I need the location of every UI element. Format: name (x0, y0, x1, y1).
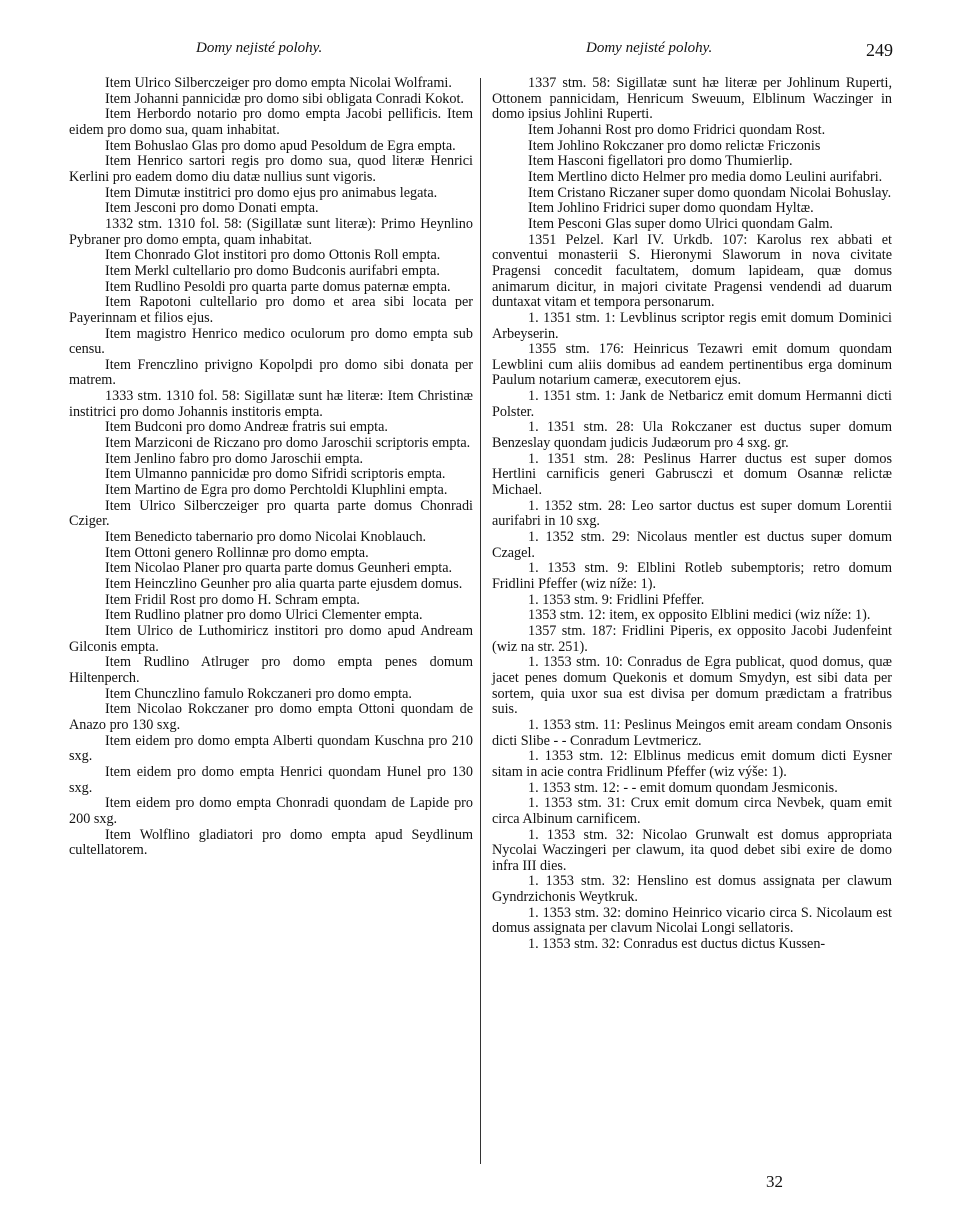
paragraph: Item eidem pro domo empta Chonradi quondam de Lapide pro 200 sxg. (69, 795, 473, 827)
paragraph: 1. 1353 stm. 31: Crux emit domum circa Nevbek, quam emit circa Albinum carnificem. (492, 795, 892, 827)
paragraph: 1. 1353 stm. 32: Nicolao Grunwalt est domus appropriata Nycolai Waczingeri per clawum, ita quod debet sibi exire de domo infra III dies. (492, 826, 892, 874)
running-header-right: Domy nejisté polohy. (586, 40, 713, 56)
paragraph: 1. 1351 stm. 28: Peslinus Harrer ductus est super domos Hertlini carnificis generi Gabrusczi et domum Osannæ relictæ Michael. (492, 450, 892, 499)
paragraph: 1351 Pelzel. Karl IV. Urkdb. 107: Karolus rex abbati et conventui monasterii S. Hieronymi Slaworum in nova civitate Pragensi concedit facultatem, domum lapideam, quæ domus animarum dicitur, in majori civitate Pragensi vendendi ad duarum duntaxat vitam et tempora personarum. (492, 231, 892, 311)
left-column (69, 76, 473, 859)
paragraph: Item Bohuslao Glas pro domo apud Pesoldum de Egra empta. (105, 137, 456, 154)
paragraph: Item Jenlino fabro pro domo Jaroschii empta. (105, 450, 364, 467)
paragraph: 1. 1353 stm. 11: Peslinus Meingos emit aream condam Onsonis dicti Slibe - - Conradum Levtmericz. (492, 716, 892, 749)
paragraph: 1. 1351 stm. 1: Jank de Netbaricz emit domum Hermanni dicti Polster. (492, 388, 892, 420)
paragraph: 1. 1353 stm. 32: domino Heinrico vicario circa S. Nicolaum est domus assignata per clavum Nicolai Longi sellatoris. (492, 904, 892, 937)
paragraph: 1337 stm. 58: Sigillatæ sunt hæ literæ per Johlinum Ruperti, Ottonem pannicidam, Henricum Sweuum, Elblinum Waczinger in domo ipsius Johlini Ruperti. (492, 75, 892, 123)
paragraph: 1. 1353 stm. 12: Elblinus medicus emit domum dicti Eysner sitam in acie contra Fridlinum Pfeffer (wiz výše: 1). (492, 748, 892, 780)
paragraph: Item Jesconi pro domo Donati empta. (105, 200, 319, 217)
paragraph: Item Johlino Rokczaner pro domo relictæ Friczonis (528, 137, 821, 154)
paragraph: Item Herbordo notario pro domo empta Jacobi pellificis. Item eidem pro domo sua, quam inhabitat. (69, 106, 473, 138)
paragraph: Item Ulmanno pannicidæ pro domo Sifridi scriptoris empta. (105, 466, 446, 483)
paragraph: 1. 1353 stm. 12: - - emit domum quondam Jesmiconis. (528, 779, 838, 796)
paragraph: Item Mertlino dicto Helmer pro media domo Leulini aurifabri. (528, 168, 883, 185)
paragraph: Item Ottoni genero Rollinnæ pro domo empta. (105, 544, 369, 561)
paragraph: 1353 stm. 12: item, ex opposito Elblini medici (wiz níže: 1). (528, 607, 871, 624)
page-number: 249 (866, 40, 893, 60)
paragraph: 1. 1353 stm. 32: Henslino est domus assignata per clawum Gyndrzichonis Weytkruk. (492, 873, 892, 906)
paragraph: Item Pesconi Glas super domo Ulrici quondam Galm. (528, 215, 833, 232)
paragraph: Item Rudlino Pesoldi pro quarta parte domus paternæ empta. (105, 278, 451, 295)
paragraph: Item Dimutæ institrici pro domo ejus pro animabus legata. (105, 184, 438, 201)
paragraph: Item Ulrico Silberczeiger pro quarta parte domus Chonradi Cziger. (69, 497, 473, 530)
paragraph: Item Chunczlino famulo Rokczaneri pro domo empta. (105, 685, 412, 702)
paragraph: 1. 1353 stm. 9: Fridlini Pfeffer. (528, 591, 705, 608)
paragraph: 1355 stm. 176: Heinricus Tezawri emit domum quondam Lewblini cum aliis domibus ad eandem pertinentibus erga dominum Paulum notarium cameræ, executorem ejus. (492, 341, 892, 389)
paragraph: 1333 stm. 1310 fol. 58: Sigillatæ sunt hæ literæ: Item Christinæ institrici pro domo Johannis institoris empta. (69, 388, 473, 420)
paragraph: Item Merkl cultellario pro domo Budconis aurifabri empta. (105, 262, 440, 279)
paragraph: Item eidem pro domo empta Henrici quondam Hunel pro 130 sxg. (69, 763, 473, 796)
paragraph: Item Rudlino Atlruger pro domo empta penes domum Hiltenperch. (69, 654, 473, 686)
signature-mark: 32 (766, 1172, 783, 1191)
paragraph: Item Ulrico Silberczeiger pro domo empta Nicolai Wolframi. (105, 75, 452, 91)
paragraph: Item Johanni Rost pro domo Fridrici quondam Rost. (528, 121, 826, 138)
paragraph: Item Benedicto tabernario pro domo Nicolai Knoblauch. (105, 529, 427, 546)
paragraph: Item eidem pro domo empta Alberti quondam Kuschna pro 210 sxg. (69, 732, 473, 765)
paragraph: Item Wolflino gladiatori pro domo empta apud Seydlinum cultellatorem. (69, 826, 473, 859)
paragraph: Item Hasconi figellatori pro domo Thumierlip. (528, 153, 793, 170)
paragraph: Item Rapotoni cultellario pro domo et area sibi locata per Payerinnam et filios ejus. (69, 294, 473, 326)
paragraph: Item Nicolao Rokczaner pro domo empta Ottoni quondam de Anazo pro 130 sxg. (69, 701, 473, 733)
running-header-left: Domy nejisté polohy. (196, 40, 323, 56)
paragraph: Item Marziconi de Riczano pro domo Jaroschii scriptoris empta. (105, 435, 471, 452)
paragraph: Item Henrico sartori regis pro domo sua, quod literæ Henrici Kerlini pro eadem domo diu datæ nullius sunt vigoris. (69, 153, 473, 185)
paragraph: 1357 stm. 187: Fridlini Piperis, ex opposito Jacobi Judenfeint (wiz na str. 251). (492, 622, 892, 655)
paragraph: Item Johanni pannicidæ pro domo sibi obligata Conradi Kokot. (105, 90, 464, 107)
paragraph: Item Cristano Riczaner super domo quondam Nicolai Bohuslay. (528, 184, 892, 201)
paragraph: Item Ulrico de Luthomiricz institori pro domo apud Andream Gilconis empta. (69, 622, 473, 655)
paragraph: 1332 stm. 1310 fol. 58: (Sigillatæ sunt literæ): Primo Heynlino Pybraner pro domo empta, quam inhabitat. (69, 215, 473, 248)
paragraph: Item Frenczlino privigno Kopolpdi pro domo sibi donata per matrem. (69, 356, 473, 389)
paragraph: 1. 1351 stm. 1: Levblinus scriptor regis emit domum Dominici Arbeyserin. (492, 309, 892, 342)
paragraph: 1. 1351 stm. 28: Ula Rokczaner est ductus super domum Benzeslay quondam judicis Judæorum pro 4 sxg. gr. (492, 419, 892, 452)
paragraph: Item Heinczlino Geunher pro alia quarta parte ejusdem domus. (105, 576, 463, 592)
paragraph: Item Budconi pro domo Andreæ fratris sui empta. (105, 419, 388, 436)
paragraph: 1. 1353 stm. 10: Conradus de Egra publicat, quod domus, quæ jacet penes domum Quekonis et domum Smydyn, est sibi data per sortem, quia uxor sua est divisa per domum prædictam a fratribus suis. (492, 654, 892, 718)
paragraph: Item Chonrado Glot institori pro domo Ottonis Roll empta. (105, 247, 441, 264)
column-divider (480, 78, 481, 1164)
paragraph: Item Nicolao Planer pro quarta parte domus Geunheri empta. (105, 560, 453, 577)
paragraph: Item Johlino Fridrici super domo quondam Hyltæ. (528, 200, 814, 217)
right-column (492, 76, 892, 953)
paragraph: 1. 1352 stm. 29: Nicolaus mentler est ductus super domum Czagel. (492, 529, 892, 561)
paragraph: Item Fridil Rost pro domo H. Schram empta. (105, 591, 360, 608)
paragraph: 1. 1353 stm. 9: Elblini Rotleb subemptoris; retro domum Fridlini Pfeffer (wiz níže: 1). (492, 560, 892, 592)
paragraph: Item Martino de Egra pro domo Perchtoldi Kluphlini empta. (105, 482, 448, 499)
paragraph: Item magistro Henrico medico oculorum pro domo empta sub censu. (69, 325, 473, 358)
paragraph: 1. 1352 stm. 28: Leo sartor ductus est super domum Lorentii aurifabri in 10 sxg. (492, 497, 892, 530)
paragraph: 1. 1353 stm. 32: Conradus est ductus dictus Kussen- (528, 936, 826, 953)
paragraph: Item Rudlino platner pro domo Ulrici Clementer empta. (105, 607, 423, 624)
